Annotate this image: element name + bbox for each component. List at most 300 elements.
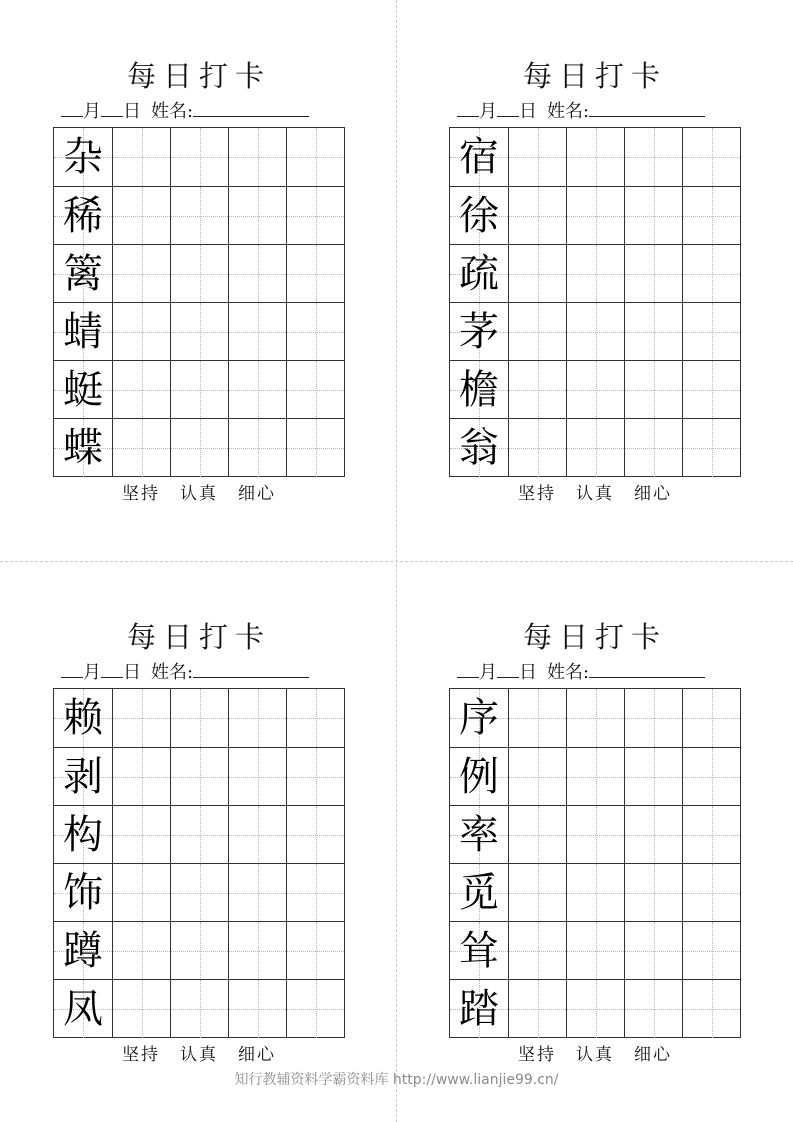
grid-row xyxy=(54,418,344,476)
practice-cell[interactable] xyxy=(682,187,740,245)
practice-cell[interactable] xyxy=(286,303,344,361)
practice-cell[interactable] xyxy=(112,419,170,477)
name-label: 姓名: xyxy=(151,101,194,122)
practice-cell[interactable] xyxy=(508,806,566,864)
model-character-cell xyxy=(54,361,112,419)
practice-grid xyxy=(449,127,741,477)
guide-line-horizontal xyxy=(171,390,228,391)
practice-cell[interactable] xyxy=(112,303,170,361)
practice-cell[interactable] xyxy=(682,748,740,806)
guide-line-horizontal xyxy=(625,216,682,217)
motto-line xyxy=(53,1044,345,1066)
card-title: 每日打卡 xyxy=(126,59,271,93)
motto-word: 坚持 xyxy=(518,1045,556,1065)
guide-line-horizontal xyxy=(683,893,740,894)
date-name-line xyxy=(457,659,749,683)
guide-line-horizontal xyxy=(113,1009,170,1010)
practice-cell[interactable] xyxy=(682,128,740,186)
guide-line-horizontal xyxy=(113,274,170,275)
guide-line-horizontal xyxy=(229,718,286,719)
practice-cell[interactable] xyxy=(508,980,566,1038)
model-character: 翁 xyxy=(459,425,499,471)
practice-cell[interactable] xyxy=(228,303,286,361)
practice-cell[interactable] xyxy=(682,806,740,864)
practice-cell[interactable] xyxy=(112,187,170,245)
model-character-cell xyxy=(54,748,112,806)
card-title: 每日打卡 xyxy=(126,620,271,654)
guide-line-horizontal xyxy=(229,1009,286,1010)
guide-line-horizontal xyxy=(567,157,624,158)
grid-row xyxy=(450,360,740,418)
practice-cell[interactable] xyxy=(228,245,286,303)
practice-cell[interactable] xyxy=(566,361,624,419)
guide-line-horizontal xyxy=(683,835,740,836)
model-character: 赖 xyxy=(63,695,103,741)
day-label: 日 xyxy=(123,101,141,122)
practice-cell[interactable] xyxy=(228,864,286,922)
model-character-cell xyxy=(54,864,112,922)
guide-line-horizontal xyxy=(113,390,170,391)
model-character: 疏 xyxy=(459,251,499,297)
practice-cell[interactable] xyxy=(170,864,228,922)
practice-cell[interactable] xyxy=(228,128,286,186)
guide-line-horizontal xyxy=(509,893,566,894)
practice-cell[interactable] xyxy=(286,980,344,1038)
practice-cell[interactable] xyxy=(112,128,170,186)
practice-cell[interactable] xyxy=(682,922,740,980)
guide-line-horizontal xyxy=(287,835,344,836)
model-character-cell xyxy=(450,245,508,303)
practice-cell[interactable] xyxy=(566,419,624,477)
model-character: 篱 xyxy=(63,251,103,297)
practice-cell[interactable] xyxy=(170,361,228,419)
guide-line-horizontal xyxy=(567,332,624,333)
practice-cell[interactable] xyxy=(566,303,624,361)
practice-cell[interactable] xyxy=(682,864,740,922)
practice-cell[interactable] xyxy=(624,187,682,245)
practice-cell[interactable] xyxy=(566,187,624,245)
practice-cell[interactable] xyxy=(286,748,344,806)
guide-line-horizontal xyxy=(113,718,170,719)
practice-cell[interactable] xyxy=(170,748,228,806)
practice-cell[interactable] xyxy=(566,922,624,980)
guide-line-horizontal xyxy=(287,390,344,391)
practice-cell[interactable] xyxy=(286,864,344,922)
practice-cell[interactable] xyxy=(508,128,566,186)
month-blank[interactable] xyxy=(61,98,83,117)
practice-cell[interactable] xyxy=(112,980,170,1038)
practice-cell[interactable] xyxy=(112,806,170,864)
practice-cell[interactable] xyxy=(682,980,740,1038)
model-character: 踏 xyxy=(459,986,499,1032)
guide-line-horizontal xyxy=(229,390,286,391)
guide-line-horizontal xyxy=(113,777,170,778)
practice-grid xyxy=(53,127,345,477)
practice-cell[interactable] xyxy=(286,361,344,419)
practice-cell[interactable] xyxy=(170,303,228,361)
practice-cell[interactable] xyxy=(112,922,170,980)
guide-line-horizontal xyxy=(683,216,740,217)
name-blank[interactable] xyxy=(589,98,705,117)
month-blank[interactable] xyxy=(457,98,479,117)
practice-cell[interactable] xyxy=(508,187,566,245)
practice-cell[interactable] xyxy=(566,245,624,303)
practice-cell[interactable] xyxy=(228,980,286,1038)
practice-cell[interactable] xyxy=(624,419,682,477)
guide-line-horizontal xyxy=(287,448,344,449)
watermark-text: 知行教辅资料学霸资料库 http://www.lianjie99.cn/ xyxy=(234,1072,559,1088)
guide-line-horizontal xyxy=(625,718,682,719)
model-character: 稀 xyxy=(63,193,103,239)
practice-cell[interactable] xyxy=(624,361,682,419)
name-label: 姓名: xyxy=(547,662,590,683)
guide-line-horizontal xyxy=(683,390,740,391)
model-character-cell xyxy=(450,806,508,864)
practice-cell[interactable] xyxy=(286,689,344,747)
guide-line-horizontal xyxy=(567,718,624,719)
guide-line-horizontal xyxy=(287,1009,344,1010)
model-character: 蝶 xyxy=(63,425,103,471)
model-character-cell xyxy=(54,806,112,864)
name-label: 姓名: xyxy=(151,662,194,683)
grid-row xyxy=(54,244,344,302)
grid-row xyxy=(450,747,740,805)
motto-word: 细心 xyxy=(238,484,276,504)
grid-row xyxy=(54,302,344,360)
guide-line-horizontal xyxy=(171,835,228,836)
practice-cell[interactable] xyxy=(566,864,624,922)
guide-line-horizontal xyxy=(567,390,624,391)
model-character: 剥 xyxy=(63,754,103,800)
practice-cell[interactable] xyxy=(566,806,624,864)
practice-cell[interactable] xyxy=(624,128,682,186)
model-character-cell xyxy=(54,922,112,980)
grid-row xyxy=(54,805,344,863)
practice-cell[interactable] xyxy=(624,864,682,922)
guide-line-horizontal xyxy=(567,216,624,217)
practice-cell[interactable] xyxy=(508,419,566,477)
practice-cell[interactable] xyxy=(682,245,740,303)
guide-line-horizontal xyxy=(683,777,740,778)
practice-cell[interactable] xyxy=(228,361,286,419)
guide-line-horizontal xyxy=(287,777,344,778)
motto-word: 认真 xyxy=(576,484,614,504)
model-character: 饰 xyxy=(63,870,103,916)
guide-line-horizontal xyxy=(171,951,228,952)
guide-line-horizontal xyxy=(567,951,624,952)
practice-cell[interactable] xyxy=(170,922,228,980)
guide-line-horizontal xyxy=(683,332,740,333)
grid-row xyxy=(450,186,740,244)
practice-cell[interactable] xyxy=(682,303,740,361)
name-blank[interactable] xyxy=(193,659,309,678)
model-character-cell xyxy=(450,128,508,186)
guide-line-horizontal xyxy=(171,157,228,158)
model-character: 宿 xyxy=(459,134,499,180)
guide-line-horizontal xyxy=(625,448,682,449)
month-label: 月 xyxy=(479,101,497,122)
guide-line-horizontal xyxy=(683,274,740,275)
guide-line-horizontal xyxy=(625,1009,682,1010)
practice-cell[interactable] xyxy=(682,419,740,477)
practice-cell[interactable] xyxy=(624,806,682,864)
model-character-cell xyxy=(450,187,508,245)
month-label: 月 xyxy=(83,662,101,683)
model-character: 蹲 xyxy=(63,928,103,974)
guide-line-horizontal xyxy=(171,718,228,719)
model-character: 例 xyxy=(459,754,499,800)
month-label: 月 xyxy=(83,101,101,122)
model-character-cell xyxy=(54,303,112,361)
day-label: 日 xyxy=(519,101,537,122)
guide-line-horizontal xyxy=(625,274,682,275)
grid-row xyxy=(54,186,344,244)
model-character: 蜻 xyxy=(63,309,103,355)
practice-cell[interactable] xyxy=(624,689,682,747)
grid-row xyxy=(450,805,740,863)
guide-line-horizontal xyxy=(287,332,344,333)
grid-row xyxy=(450,863,740,921)
guide-line-horizontal xyxy=(113,951,170,952)
motto-word: 认真 xyxy=(576,1045,614,1065)
guide-line-horizontal xyxy=(171,893,228,894)
guide-line-horizontal xyxy=(509,835,566,836)
date-name-line xyxy=(61,98,353,122)
guide-line-horizontal xyxy=(509,157,566,158)
month-label: 月 xyxy=(479,662,497,683)
practice-cell[interactable] xyxy=(228,689,286,747)
model-character-cell xyxy=(450,748,508,806)
practice-cell[interactable] xyxy=(508,864,566,922)
grid-row xyxy=(450,418,740,476)
practice-cell[interactable] xyxy=(228,748,286,806)
model-character: 耸 xyxy=(459,928,499,974)
model-character: 徐 xyxy=(459,193,499,239)
grid-row xyxy=(54,128,344,186)
date-name-line xyxy=(457,98,749,122)
guide-line-horizontal xyxy=(113,157,170,158)
model-character-cell xyxy=(450,864,508,922)
practice-cell[interactable] xyxy=(682,361,740,419)
practice-cell[interactable] xyxy=(624,245,682,303)
model-character: 序 xyxy=(459,695,499,741)
grid-row xyxy=(54,689,344,747)
guide-line-horizontal xyxy=(113,332,170,333)
grid-row xyxy=(54,979,344,1037)
practice-cell[interactable] xyxy=(112,361,170,419)
guide-line-horizontal xyxy=(567,835,624,836)
grid-row xyxy=(54,863,344,921)
model-character: 檐 xyxy=(459,367,499,413)
guide-line-horizontal xyxy=(171,274,228,275)
guide-line-horizontal xyxy=(229,332,286,333)
grid-row xyxy=(450,244,740,302)
guide-line-horizontal xyxy=(567,893,624,894)
practice-cell[interactable] xyxy=(112,689,170,747)
practice-cell[interactable] xyxy=(170,245,228,303)
practice-cell[interactable] xyxy=(112,245,170,303)
practice-cell[interactable] xyxy=(112,864,170,922)
model-character: 构 xyxy=(63,812,103,858)
motto-line xyxy=(449,483,741,505)
model-character: 觅 xyxy=(459,870,499,916)
practice-cell[interactable] xyxy=(228,806,286,864)
guide-line-horizontal xyxy=(625,835,682,836)
guide-line-horizontal xyxy=(171,332,228,333)
model-character: 茅 xyxy=(459,309,499,355)
guide-line-horizontal xyxy=(567,1009,624,1010)
day-label: 日 xyxy=(123,662,141,683)
guide-line-horizontal xyxy=(287,157,344,158)
practice-cell[interactable] xyxy=(170,419,228,477)
guide-line-horizontal xyxy=(229,777,286,778)
guide-line-horizontal xyxy=(287,893,344,894)
guide-line-horizontal xyxy=(509,777,566,778)
practice-cell[interactable] xyxy=(508,922,566,980)
guide-line-horizontal xyxy=(287,718,344,719)
guide-line-horizontal xyxy=(509,216,566,217)
guide-line-horizontal xyxy=(683,718,740,719)
practice-cell[interactable] xyxy=(286,419,344,477)
day-blank[interactable] xyxy=(101,659,123,678)
guide-line-horizontal xyxy=(171,448,228,449)
guide-line-horizontal xyxy=(683,448,740,449)
motto-word: 细心 xyxy=(634,1045,672,1065)
guide-line-horizontal xyxy=(113,893,170,894)
practice-cell[interactable] xyxy=(112,748,170,806)
practice-cell[interactable] xyxy=(566,748,624,806)
guide-line-horizontal xyxy=(625,893,682,894)
practice-cell[interactable] xyxy=(566,128,624,186)
practice-cell[interactable] xyxy=(286,245,344,303)
practice-cell[interactable] xyxy=(624,748,682,806)
month-blank[interactable] xyxy=(457,659,479,678)
practice-grid xyxy=(449,688,741,1038)
grid-row xyxy=(450,302,740,360)
model-character: 率 xyxy=(459,812,499,858)
card-title: 每日打卡 xyxy=(522,59,667,93)
guide-line-horizontal xyxy=(229,274,286,275)
guide-line-horizontal xyxy=(229,157,286,158)
model-character-cell xyxy=(54,245,112,303)
model-character-cell xyxy=(450,361,508,419)
practice-cell[interactable] xyxy=(624,980,682,1038)
practice-cell[interactable] xyxy=(286,187,344,245)
guide-line-horizontal xyxy=(287,951,344,952)
guide-line-horizontal xyxy=(113,216,170,217)
grid-row xyxy=(54,360,344,418)
day-blank[interactable] xyxy=(497,659,519,678)
practice-cell[interactable] xyxy=(566,689,624,747)
model-character-cell xyxy=(450,922,508,980)
guide-line-horizontal xyxy=(683,951,740,952)
model-character-cell xyxy=(450,689,508,747)
motto-word: 认真 xyxy=(180,484,218,504)
guide-line-horizontal xyxy=(625,390,682,391)
guide-line-horizontal xyxy=(509,390,566,391)
guide-line-horizontal xyxy=(509,951,566,952)
guide-line-horizontal xyxy=(625,157,682,158)
model-character-cell xyxy=(54,980,112,1038)
day-blank[interactable] xyxy=(497,98,519,117)
model-character-cell xyxy=(450,419,508,477)
motto-word: 坚持 xyxy=(122,484,160,504)
practice-cell[interactable] xyxy=(624,303,682,361)
model-character: 杂 xyxy=(63,134,103,180)
guide-line-horizontal xyxy=(113,448,170,449)
practice-grid xyxy=(53,688,345,1038)
guide-line-horizontal xyxy=(229,893,286,894)
guide-line-horizontal xyxy=(509,448,566,449)
practice-cell[interactable] xyxy=(508,303,566,361)
guide-line-horizontal xyxy=(171,1009,228,1010)
day-label: 日 xyxy=(519,662,537,683)
practice-cell[interactable] xyxy=(682,689,740,747)
practice-cell[interactable] xyxy=(508,361,566,419)
motto-line xyxy=(53,483,345,505)
month-blank[interactable] xyxy=(61,659,83,678)
practice-cell[interactable] xyxy=(508,689,566,747)
guide-line-horizontal xyxy=(229,835,286,836)
model-character-cell xyxy=(450,980,508,1038)
practice-cell[interactable] xyxy=(228,922,286,980)
practice-cell[interactable] xyxy=(228,419,286,477)
grid-row xyxy=(450,689,740,747)
guide-line-horizontal xyxy=(683,157,740,158)
guide-line-horizontal xyxy=(287,274,344,275)
practice-cell[interactable] xyxy=(508,748,566,806)
guide-line-horizontal xyxy=(683,1009,740,1010)
practice-cell[interactable] xyxy=(170,128,228,186)
practice-cell[interactable] xyxy=(508,245,566,303)
practice-cell[interactable] xyxy=(286,128,344,186)
practice-cell[interactable] xyxy=(566,980,624,1038)
practice-cell[interactable] xyxy=(170,806,228,864)
model-character-cell xyxy=(54,689,112,747)
motto-word: 坚持 xyxy=(518,484,556,504)
day-blank[interactable] xyxy=(101,98,123,117)
guide-line-horizontal xyxy=(567,777,624,778)
practice-cell[interactable] xyxy=(228,187,286,245)
guide-line-horizontal xyxy=(625,777,682,778)
practice-cell[interactable] xyxy=(286,806,344,864)
practice-cell[interactable] xyxy=(170,980,228,1038)
practice-cell[interactable] xyxy=(170,187,228,245)
guide-line-horizontal xyxy=(229,216,286,217)
guide-line-horizontal xyxy=(171,777,228,778)
model-character-cell xyxy=(450,303,508,361)
guide-line-horizontal xyxy=(509,718,566,719)
practice-cell[interactable] xyxy=(624,922,682,980)
motto-word: 细心 xyxy=(238,1045,276,1065)
guide-line-horizontal xyxy=(229,448,286,449)
name-blank[interactable] xyxy=(193,98,309,117)
guide-line-horizontal xyxy=(171,216,228,217)
practice-cell[interactable] xyxy=(170,689,228,747)
guide-line-horizontal xyxy=(625,332,682,333)
guide-line-horizontal xyxy=(567,448,624,449)
motto-line xyxy=(449,1044,741,1066)
guide-line-horizontal xyxy=(567,274,624,275)
grid-row xyxy=(450,921,740,979)
model-character: 蜓 xyxy=(63,367,103,413)
grid-row xyxy=(54,921,344,979)
guide-line-horizontal xyxy=(509,1009,566,1010)
cut-line-horizontal xyxy=(0,561,793,562)
name-blank[interactable] xyxy=(589,659,705,678)
practice-cell[interactable] xyxy=(286,922,344,980)
grid-row xyxy=(450,128,740,186)
